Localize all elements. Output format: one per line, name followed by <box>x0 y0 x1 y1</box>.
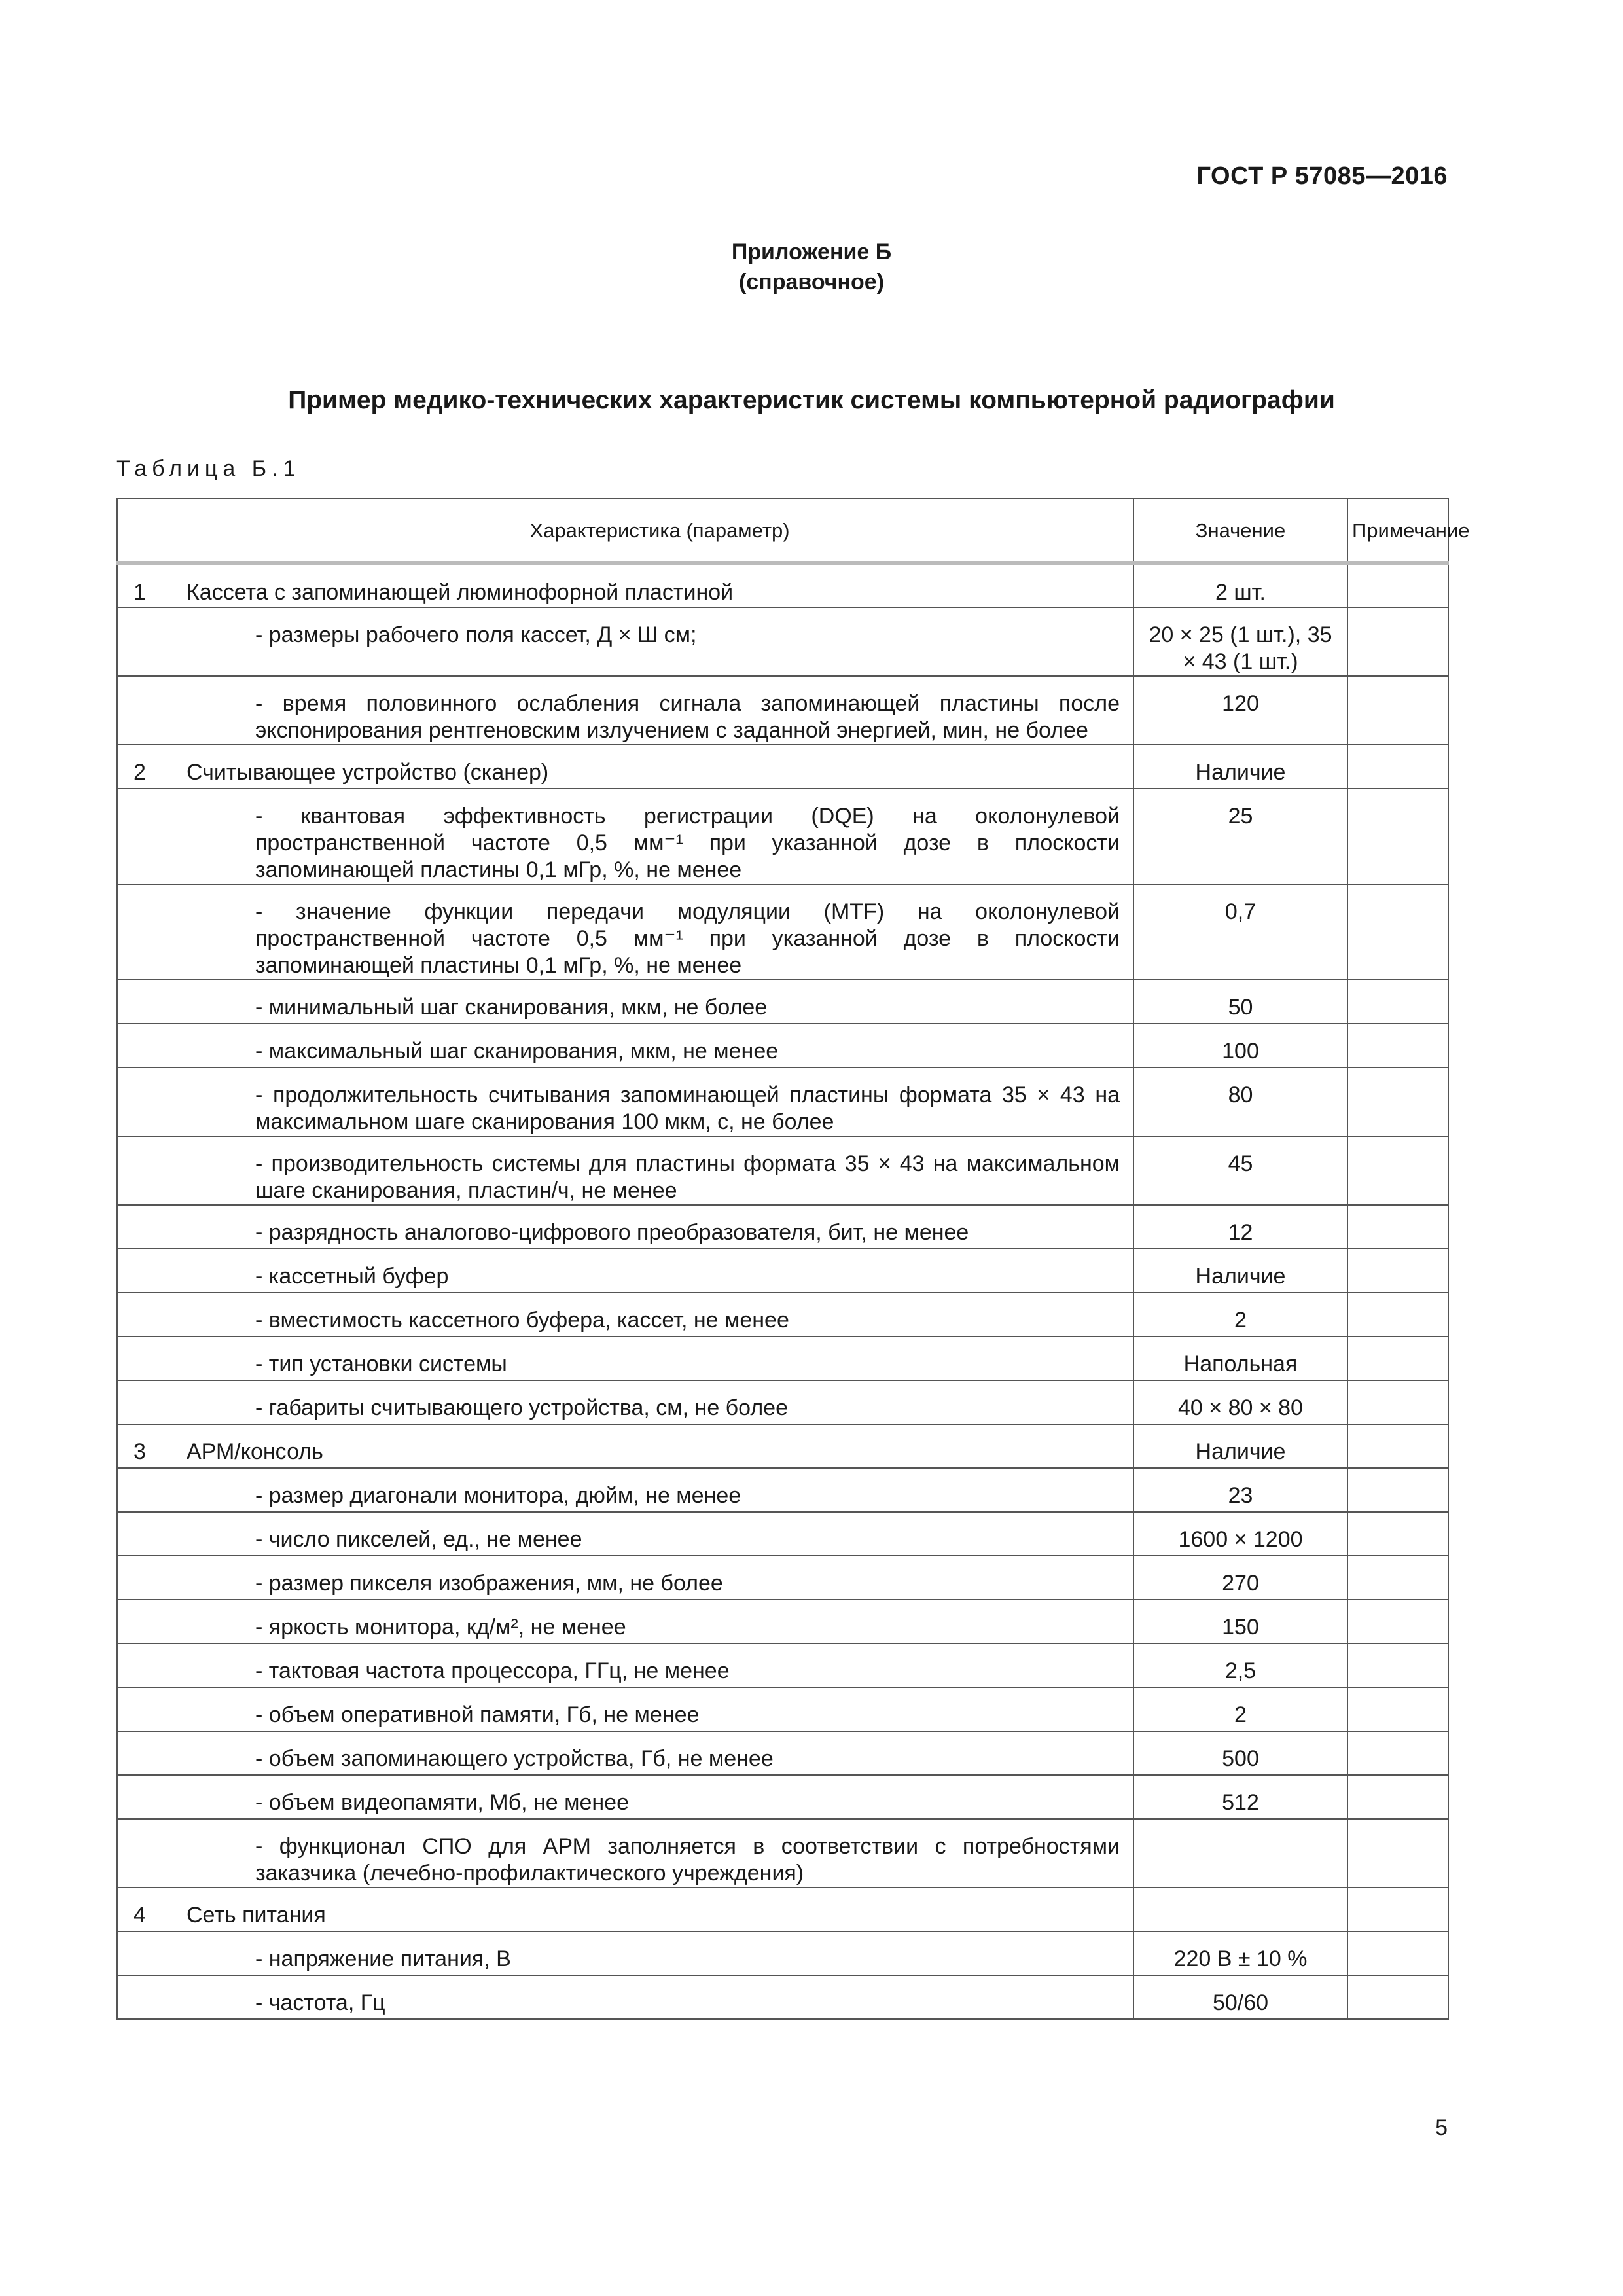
row-value: 2 <box>1133 1687 1347 1731</box>
row-number <box>117 1136 187 1205</box>
row-value: 1600 × 1200 <box>1133 1512 1347 1556</box>
row-note <box>1347 1643 1448 1687</box>
appendix-subtitle: (справочное) <box>738 270 885 295</box>
table-row <box>117 1468 1448 1512</box>
row-number: 1 <box>117 564 187 607</box>
table-header-row <box>117 499 1448 564</box>
row-note <box>1347 1775 1448 1819</box>
row-number <box>117 1975 187 2019</box>
table-row <box>117 980 1448 1024</box>
header-number-cell <box>117 499 187 564</box>
table-row <box>117 1600 1448 1643</box>
header-note: Примечание <box>1347 499 1448 564</box>
table-row <box>117 884 1448 980</box>
row-note <box>1347 1067 1448 1136</box>
table-row <box>117 1067 1448 1136</box>
row-value: 25 <box>1133 789 1347 884</box>
row-note <box>1347 1600 1448 1643</box>
row-value: 40 × 80 × 80 <box>1133 1380 1347 1424</box>
row-number <box>117 1819 187 1888</box>
table-row <box>117 1512 1448 1556</box>
row-characteristic: - разрядность аналогово-цифрового преобразователя, бит, не менее <box>187 1205 1133 1249</box>
characteristics-table <box>116 498 1470 2020</box>
row-characteristic: Кассета с запоминающей люминофорной пластиной <box>187 564 1133 607</box>
row-number <box>117 1205 187 1249</box>
row-characteristic: - частота, Гц <box>187 1975 1133 2019</box>
row-note <box>1347 1205 1448 1249</box>
row-number <box>117 676 187 745</box>
row-note <box>1347 607 1448 676</box>
row-number <box>117 884 187 980</box>
row-value: 50 <box>1133 980 1347 1024</box>
table-row <box>117 745 1448 789</box>
table-row <box>117 1249 1448 1293</box>
page-number: 5 <box>1435 2115 1448 2140</box>
row-value: 120 <box>1133 676 1347 745</box>
table-row <box>117 607 1448 676</box>
row-characteristic: АРМ/консоль <box>187 1424 1133 1468</box>
row-number: 2 <box>117 745 187 789</box>
header-characteristic: Характеристика (параметр) <box>187 499 1133 564</box>
table-row <box>117 1293 1448 1336</box>
row-characteristic: - яркость монитора, кд/м², не менее <box>187 1600 1133 1643</box>
table-row <box>117 1136 1448 1205</box>
row-number <box>117 789 187 884</box>
table-row <box>117 1687 1448 1731</box>
row-characteristic: - объем оперативной памяти, Гб, не менее <box>187 1687 1133 1731</box>
row-note <box>1347 564 1448 607</box>
table-label: Таблица Б.1 <box>116 456 301 481</box>
row-characteristic: - кассетный буфер <box>187 1249 1133 1293</box>
row-number <box>117 1468 187 1512</box>
row-number <box>117 1775 187 1819</box>
row-value: 80 <box>1133 1067 1347 1136</box>
row-value: Наличие <box>1133 1424 1347 1468</box>
row-value: Наличие <box>1133 745 1347 789</box>
row-note <box>1347 1380 1448 1424</box>
row-number <box>117 1067 187 1136</box>
row-number <box>117 1931 187 1975</box>
row-note <box>1347 1731 1448 1775</box>
row-note <box>1347 1888 1448 1931</box>
row-note <box>1347 1024 1448 1067</box>
row-characteristic: - квантовая эффективность регистрации (DQE) на околонулевой пространственной частоте 0,5 мм⁻¹ при указанной дозе в плоскости запоминающей пластины 0,1 мГр, %, не менее <box>187 789 1133 884</box>
table-row <box>117 1424 1448 1468</box>
row-value: 150 <box>1133 1600 1347 1643</box>
row-value: 45 <box>1133 1136 1347 1205</box>
table-row <box>117 564 1448 607</box>
row-characteristic: - вместимость кассетного буфера, кассет, не менее <box>187 1293 1133 1336</box>
row-note <box>1347 1975 1448 2019</box>
row-number <box>117 1380 187 1424</box>
table-row <box>117 1775 1448 1819</box>
row-characteristic: - минимальный шаг сканирования, мкм, не более <box>187 980 1133 1024</box>
row-value: 20 × 25 (1 шт.), 35 × 43 (1 шт.) <box>1133 607 1347 676</box>
row-value: 2 шт. <box>1133 564 1347 607</box>
table-row <box>117 676 1448 745</box>
row-note <box>1347 1556 1448 1600</box>
row-characteristic: - время половинного ослабления сигнала запоминающей пластины после экспонирования рентгеновским излучением с заданной энергией, мин, не более <box>187 676 1133 745</box>
row-note <box>1347 1424 1448 1468</box>
row-characteristic: - максимальный шаг сканирования, мкм, не менее <box>187 1024 1133 1067</box>
table-row <box>117 1205 1448 1249</box>
row-value: 2 <box>1133 1293 1347 1336</box>
row-value <box>1133 1819 1347 1888</box>
row-number <box>117 1731 187 1775</box>
row-value: Напольная <box>1133 1336 1347 1380</box>
row-value: 23 <box>1133 1468 1347 1512</box>
row-characteristic: - значение функции передачи модуляции (MTF) на околонулевой пространственной частоте 0,5 мм⁻¹ при указанной дозе в плоскости запоминающей пластины 0,1 мГр, %, не менее <box>187 884 1133 980</box>
row-characteristic: Сеть питания <box>187 1888 1133 1931</box>
row-number <box>117 1512 187 1556</box>
row-characteristic: - размер пикселя изображения, мм, не более <box>187 1556 1133 1600</box>
row-number <box>117 607 187 676</box>
row-value: 0,7 <box>1133 884 1347 980</box>
row-characteristic: - габариты считывающего устройства, см, не более <box>187 1380 1133 1424</box>
row-value: 220 В ± 10 % <box>1133 1931 1347 1975</box>
row-characteristic: - тактовая частота процессора, ГГц, не менее <box>187 1643 1133 1687</box>
row-number <box>117 1556 187 1600</box>
table-row <box>117 1819 1448 1888</box>
appendix-heading <box>0 237 1623 297</box>
row-characteristic: Считывающее устройство (сканер) <box>187 745 1133 789</box>
page-title: Пример медико-технических характеристик системы компьютерной радиографии <box>288 386 1335 414</box>
row-characteristic: - размеры рабочего поля кассет, Д × Ш см; <box>187 607 1133 676</box>
table-row <box>117 1888 1448 1931</box>
row-value: 12 <box>1133 1205 1347 1249</box>
table-body <box>117 564 1448 2019</box>
row-characteristic: - напряжение питания, В <box>187 1931 1133 1975</box>
row-note <box>1347 1136 1448 1205</box>
header-value: Значение <box>1133 499 1347 564</box>
table-row <box>117 1024 1448 1067</box>
row-characteristic: - объем видеопамяти, Мб, не менее <box>187 1775 1133 1819</box>
row-number <box>117 1600 187 1643</box>
row-number: 4 <box>117 1888 187 1931</box>
row-note <box>1347 1249 1448 1293</box>
table-row <box>117 1556 1448 1600</box>
row-number: 3 <box>117 1424 187 1468</box>
row-characteristic: - число пикселей, ед., не менее <box>187 1512 1133 1556</box>
row-number <box>117 1024 187 1067</box>
row-characteristic: - продолжительность считывания запоминающей пластины формата 35 × 43 на максимальном шаге сканирования 100 мкм, с, не более <box>187 1067 1133 1136</box>
row-note <box>1347 1336 1448 1380</box>
row-note <box>1347 745 1448 789</box>
row-note <box>1347 1468 1448 1512</box>
row-value <box>1133 1888 1347 1931</box>
row-number <box>117 1249 187 1293</box>
row-value: 270 <box>1133 1556 1347 1600</box>
row-number <box>117 1293 187 1336</box>
row-value: 500 <box>1133 1731 1347 1775</box>
table-row <box>117 789 1448 884</box>
row-characteristic: - размер диагонали монитора, дюйм, не менее <box>187 1468 1133 1512</box>
row-characteristic: - функционал СПО для АРМ заполняется в соответствии с потребностями заказчика (лечебно-профилактического учреждения) <box>187 1819 1133 1888</box>
row-note <box>1347 1931 1448 1975</box>
row-characteristic: - объем запоминающего устройства, Гб, не менее <box>187 1731 1133 1775</box>
document-code: ГОСТ Р 57085—2016 <box>1196 162 1448 190</box>
row-note <box>1347 1687 1448 1731</box>
row-number <box>117 1643 187 1687</box>
row-note <box>1347 1819 1448 1888</box>
row-note <box>1347 884 1448 980</box>
row-note <box>1347 1293 1448 1336</box>
row-note <box>1347 1512 1448 1556</box>
row-number <box>117 1336 187 1380</box>
row-characteristic: - производительность системы для пластины формата 35 × 43 на максимальном шаге сканирования, пластин/ч, не менее <box>187 1136 1133 1205</box>
table-row <box>117 1336 1448 1380</box>
table-row <box>117 1975 1448 2019</box>
row-value: 2,5 <box>1133 1643 1347 1687</box>
table-row <box>117 1931 1448 1975</box>
row-number <box>117 980 187 1024</box>
row-note <box>1347 789 1448 884</box>
row-note <box>1347 676 1448 745</box>
row-characteristic: - тип установки системы <box>187 1336 1133 1380</box>
table-row <box>117 1731 1448 1775</box>
row-note <box>1347 980 1448 1024</box>
row-value: Наличие <box>1133 1249 1347 1293</box>
appendix-title: Приложение Б <box>731 240 892 264</box>
row-value: 512 <box>1133 1775 1347 1819</box>
table-row <box>117 1643 1448 1687</box>
row-value: 50/60 <box>1133 1975 1347 2019</box>
table-row <box>117 1380 1448 1424</box>
row-value: 100 <box>1133 1024 1347 1067</box>
row-number <box>117 1687 187 1731</box>
